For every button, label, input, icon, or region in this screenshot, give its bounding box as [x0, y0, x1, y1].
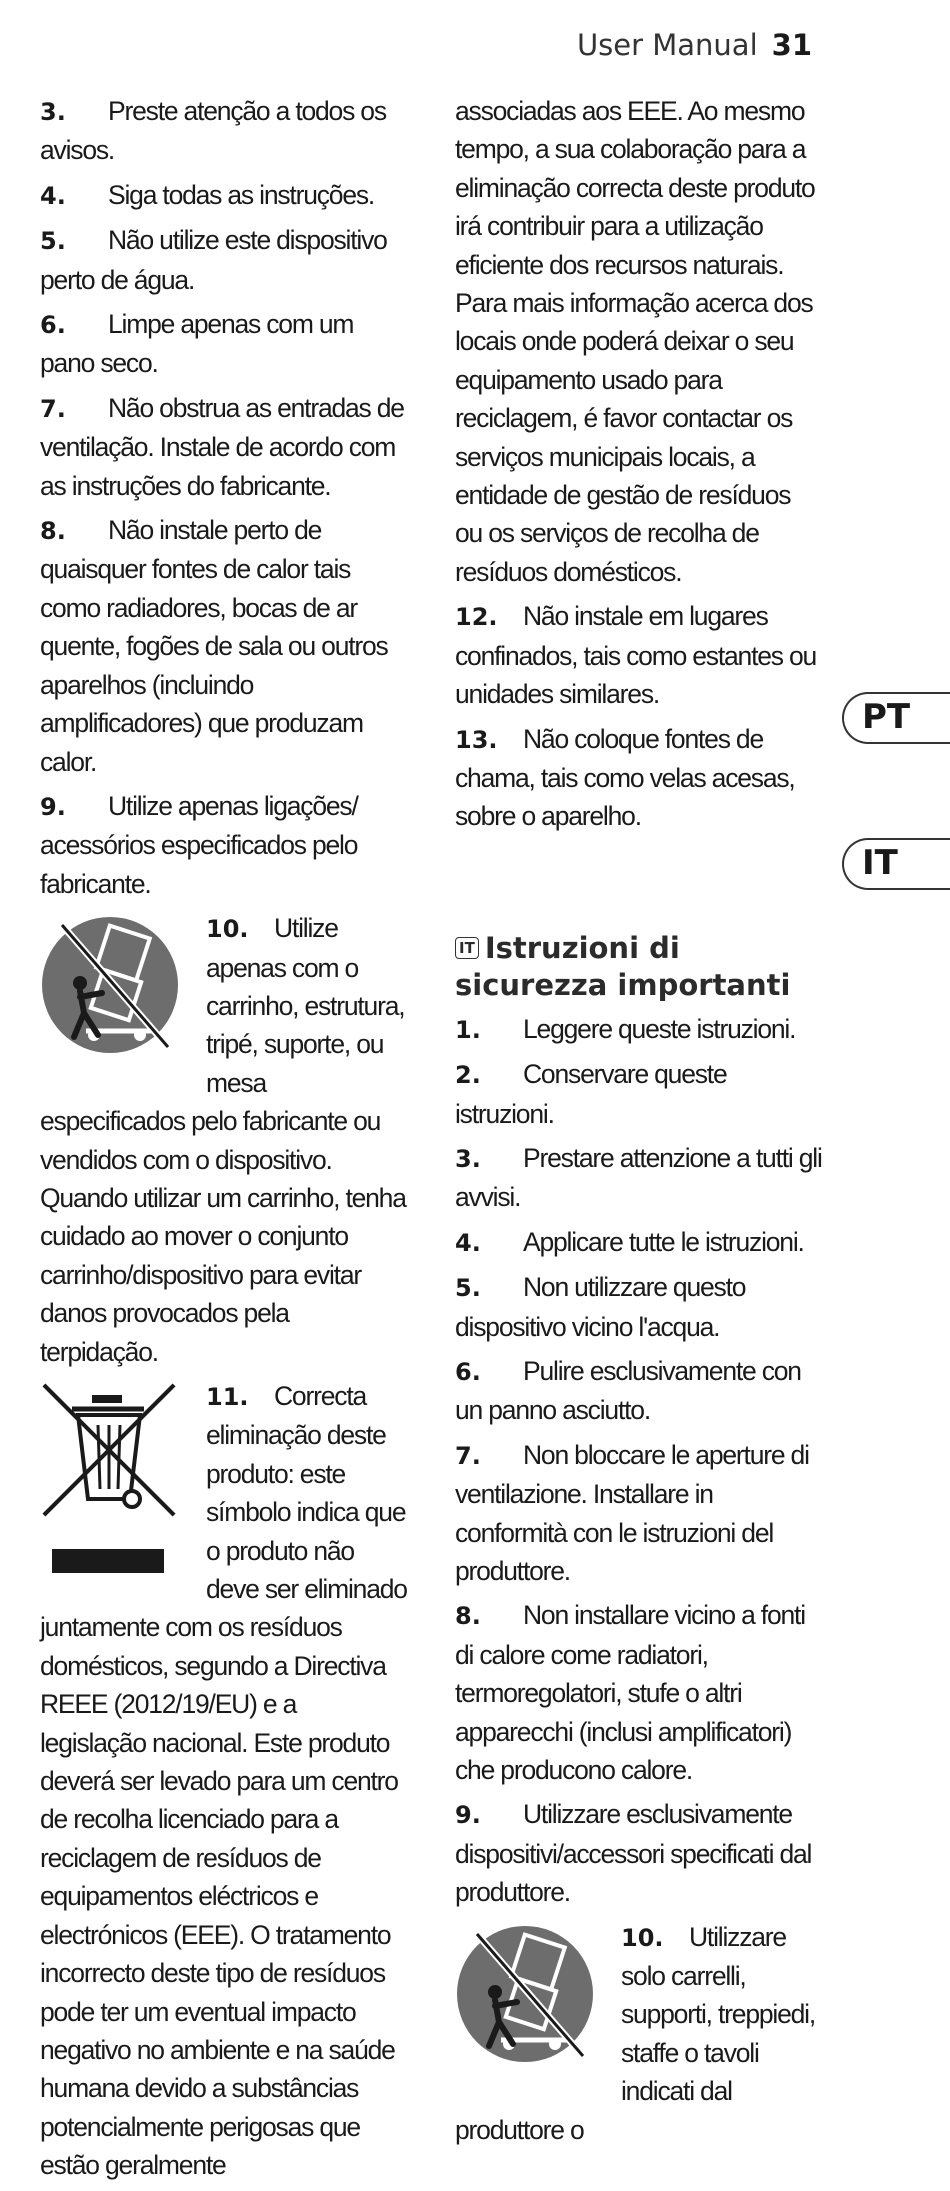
- cart-warning-icon: [40, 913, 188, 1061]
- item-text: Prestare attenzione a tutti gli avvisi.: [455, 1142, 822, 1213]
- list-item: [455, 1139, 823, 1217]
- list-item: [40, 1377, 408, 2185]
- item-number: 5.: [40, 227, 66, 256]
- item-number: 8.: [40, 517, 66, 546]
- language-code-badge: IT: [455, 937, 479, 959]
- weee-bin-icon: [40, 1381, 188, 1589]
- list-item: [455, 1918, 823, 2149]
- section-title: [455, 930, 823, 1004]
- item-text: Utilize apenas ligações/ acessórios especificados pelo fabricante.: [40, 790, 358, 899]
- item-text: Non bloccare le aperture di ventilazione. Installare in conformità con le istruzioni del produttore.: [455, 1439, 809, 1586]
- item-text: Siga todas as instruções.: [108, 179, 375, 210]
- item-text: Não coloque fontes de chama, tais como velas acesas, sobre o aparelho.: [455, 723, 795, 832]
- item-number: 1.: [455, 1015, 481, 1044]
- item-text: Utilizzare esclusivamente dispositivi/accessori specificati dal produttore.: [455, 1799, 812, 1908]
- page-number: 31: [771, 28, 812, 62]
- right-column: [455, 92, 823, 2155]
- list-item: [455, 1436, 823, 1591]
- item-text: Não utilize este dispositivo perto de água.: [40, 225, 387, 295]
- item-text: Limpe apenas com um pano seco.: [40, 309, 354, 379]
- item-number: 10.: [206, 915, 249, 944]
- item-number: 2.: [455, 1061, 481, 1090]
- page-header: [0, 28, 812, 62]
- list-item: [455, 1010, 823, 1049]
- item-number: 3.: [40, 98, 66, 126]
- item-number: 4.: [455, 1228, 481, 1257]
- item-number: 4.: [40, 181, 66, 210]
- item-text: Correcta eliminação deste produto: este símbolo indica que o produto não deve ser eliminado juntamente com os resíduos domésticos, segundo a Directiva REEE (2012/19/EU) e a legislação nacional. Este produto deverá ser levado para um centro de recolha licenciado para a reciclagem de resíduos de equipamentos eléctricos e electrónicos (EEE). O tratamento incorrecto deste tipo de resíduos pode ter um eventual impacto negativo no ambiente e na saúde humana devido a substâncias potencialmente perigosas que estão geralmente: [40, 1381, 407, 2181]
- cart-warning-icon: [455, 1922, 603, 2070]
- list-item: [455, 1268, 823, 1346]
- item-number: 3.: [455, 1144, 481, 1173]
- item-text: Utilize apenas com o carrinho, estrutura, tripé, suporte, ou mesa especificados pelo fabricante ou vendidos com o dispositivo. Quando utilizar um carrinho, tenha cuidado ao mover o conjunto carrinho/dispositivo para evitar danos provocados pela terpidação.: [40, 913, 406, 1367]
- list-item: [455, 1055, 823, 1133]
- item-number: 8.: [455, 1602, 481, 1631]
- list-item: [455, 1352, 823, 1430]
- list-item: [40, 176, 408, 215]
- item-text: Não obstrua as entradas de ventilação. Instale de acordo com as instruções do fabricante.: [40, 392, 404, 501]
- item-number: 10.: [621, 1923, 664, 1952]
- item-number: 11.: [206, 1383, 249, 1411]
- left-column: [40, 92, 408, 2191]
- list-item: [40, 909, 408, 1371]
- item-text: Leggere queste istruzioni.: [523, 1013, 796, 1044]
- item-number: 5.: [455, 1274, 481, 1303]
- item-number: 9.: [40, 792, 66, 821]
- item-number: 6.: [455, 1357, 481, 1386]
- list-item: [40, 389, 408, 505]
- list-item: [40, 92, 408, 170]
- list-item: [455, 597, 823, 713]
- language-tab-it[interactable]: IT: [842, 838, 950, 890]
- item-text: Non utilizzare questo dispositivo vicino l'acqua.: [455, 1272, 746, 1342]
- list-item: [40, 511, 408, 781]
- item-number: 13.: [455, 725, 498, 754]
- item-text: Non installare vicino a fonti di calore come radiatori, termoregolatori, stufe o altri apparecchi (inclusi amplificatori) che producono calore.: [455, 1600, 805, 1786]
- list-item: [455, 1795, 823, 1911]
- item-text: Utilizzare solo carrelli, supporti, treppiedi, staffe o tavoli indicati dal produttore o: [455, 1921, 816, 2145]
- item-text: Applicare tutte le istruzioni.: [523, 1226, 804, 1257]
- section-title-text: Istruzioni di sicurezza importanti: [455, 930, 791, 1002]
- item-text: Não instale em lugares confinados, tais como estantes ou unidades similares.: [455, 601, 817, 710]
- language-tab-pt[interactable]: PT: [842, 692, 950, 744]
- paragraph: associadas aos EEE. Ao mesmo tempo, a sua colaboração para a eliminação correcta deste produto irá contribuir para a utilização eficiente dos recursos naturais. Para mais informação acerca dos locais onde poderá deixar o seu equipamento usado para reciclagem, é favor contactar os serviços municipais locais, a entidade de gestão de resíduos ou os serviços de recolha de resíduos domésticos.: [455, 96, 815, 587]
- list-item: [40, 787, 408, 903]
- list-item: [40, 305, 408, 383]
- item-number: 7.: [455, 1441, 481, 1470]
- item-text: Não instale perto de quaisquer fontes de calor tais como radiadores, bocas de ar quente, fogões de sala ou outros aparelhos (incluindo amplificadores) que produzam calor.: [40, 515, 388, 777]
- list-item: [455, 1223, 823, 1262]
- list-item: [455, 1596, 823, 1789]
- item-number: 6.: [40, 311, 66, 340]
- item-text: Pulire esclusivamente con un panno asciutto.: [455, 1355, 801, 1426]
- list-item: [40, 221, 408, 299]
- item-number: 7.: [40, 394, 66, 423]
- item-text: Preste atenção a todos os avisos.: [40, 96, 386, 166]
- item-number: 12.: [455, 603, 498, 632]
- item-number: 9.: [455, 1801, 481, 1830]
- list-item: [455, 720, 823, 836]
- manual-title: User Manual: [576, 28, 758, 62]
- item-text: Conservare queste istruzioni.: [455, 1059, 727, 1129]
